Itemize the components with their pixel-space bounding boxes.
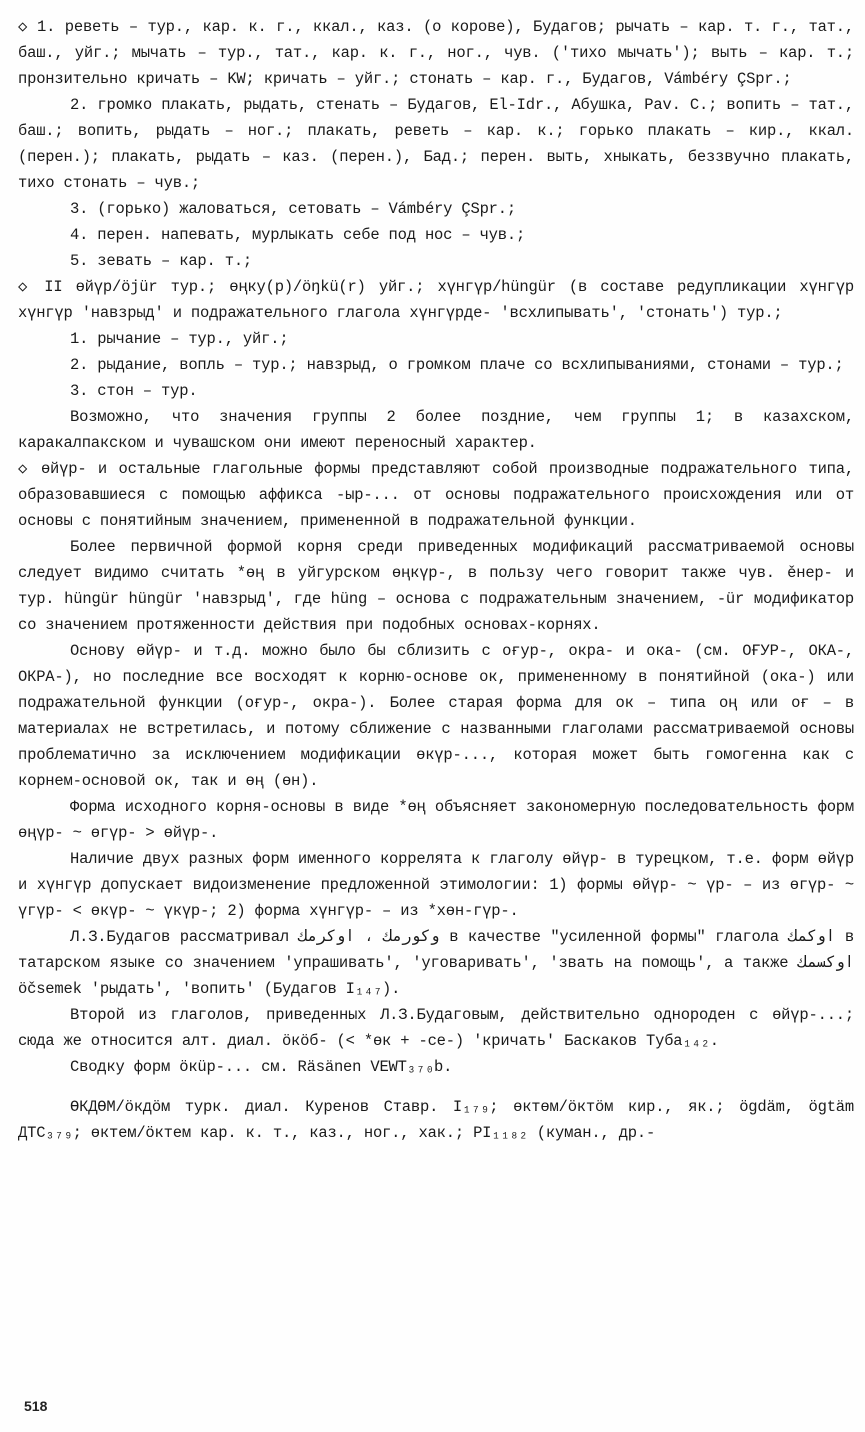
paragraph-2: 2. громко плакать, рыдать, стенать – Будагов, El-Idr., Абушка, Pav. C.; вопить – тат., баш.; вопить, рыдать – ног.; плакать, реветь – кар. к.; горько плакать – кир., ккал. (перен.); плакать, рыдать – каз. (перен.), Бад.; перен. выть, хныкать, беззвучно плакать, тихо стонать – чув.; [18,96,854,192]
text-column [18,14,854,1146]
paragraph-11: ◇ өйүр- и остальные глагольные формы представляют собой производные подражательного типа, образовавшиеся с помощью аффикса -ыр-... от основы подражательного происхождения или от основы с понятийным значением, примененной в подражательной функции. [18,460,854,530]
paragraph-1: ◇ 1. реветь – тур., кар. к. г., ккал., каз. (о корове), Будагов; рычать – кар. т. г., тат., баш., уйг.; мычать – тур., тат., кар. к. г., ног., чув. ('тихо мычать'); выть – кар. т.; пронзительно кричать – KW; кричать – уйг.; стонать – кар. г., Будагов, Vámbéry ÇSpr.; [18,18,854,88]
paragraph-12: Более первичной формой корня среди приведенных модификаций рассматриваемой основы следует видимо считать *өң в уйгурском өңкүр-, в пользу чего говорит также чув. ěнер- и тур. hüngür hüngür 'навзрыд', где hüng – основа с подражательным значением, -ür модификатор со значением протяженности действия при подобных основах-корнях. [18,538,854,634]
paragraph-9: 3. стон – тур. [70,382,198,400]
paragraph-3: 3. (горько) жаловаться, сетовать – Vámbéry ÇSpr.; [70,200,516,218]
paragraph-8: 2. рыдание, вопль – тур.; навзрыд, о громком плаче со всхлипываниями, стонами – тур.; [70,356,844,374]
paragraph-19: ӨКДӨМ/öкдöм турк. диал. Куренов Ставр. I₁₇₉; өктөм/öктöм кир., як.; ögdäm, ögtäm ДТС₃₇₉; өктем/öктем кар. к. т., каз., ног., хак.; PI₁₁₈₂ (куман., др.- [18,1098,854,1142]
paragraph-17: Второй из глаголов, приведенных Л.З.Будаговым, действительно однороден с өйүр-...; сюда же относится алт. диал. öкöб- (< *өк + -се-) 'кричать' Баскаков Туба₁₄₂. [18,1006,854,1050]
paragraph-16: Л.З.Будагов рассматривал وكورمك ، اوكرمك в качестве "усиленной формы" глагола اوكمك в татарском языке со значением 'упрашивать', 'уговаривать', 'звать на помощь', а также اوكسمك öčsemek 'рыдать', 'вопить' (Будагов I₁₄₇). [18,928,855,998]
paragraph-6: ◇ II өйүр/öjür тур.; өңку(р)/öŋkü(r) уйг.; хүнгүр/hüngür (в составе редупликации хүнгүр хүнгүр 'навзрыд' и подражательного глагола хүнгүрде- 'всхлипывать', 'стонать') тур.; [18,278,854,322]
page-number: 518 [24,1398,48,1414]
paragraph-5: 5. зевать – кар. т.; [70,252,253,270]
paragraph-15: Наличие двух разных форм именного коррелята к глаголу өйүр- в турецком, т.е. форм өйүр и хүнгүр допускает видоизменение предложенной этимологии: 1) формы өйүр- ~ үр- – из өгүр- ~ үгүр- < өкүр- ~ үкүр-; 2) форма хүнгүр- – из *хөн-гүр-. [18,850,854,920]
paragraph-gap [18,1080,854,1094]
paragraph-7: 1. рычание – тур., уйг.; [70,330,289,348]
paragraph-10: Возможно, что значения группы 2 более поздние, чем группы 1; в казахском, каракалпакском и чувашском они имеют переносный характер. [18,408,854,452]
paragraph-4: 4. перен. напевать, мурлыкать себе под нос – чув.; [70,226,526,244]
paragraph-13: Основу өйүр- и т.д. можно было бы сблизить с оғур-, окра- и ока- (см. ОҒУР-, ОКА-, ОКРА-), но последние все восходят к корню-основе ок, примененному в понятийной (ока-) или подражательной функции (оғур-, окра-). Более старая форма для ок – типа оң или оғ – в материалах не встретилась, и потому сближение с названными глаголами рассматриваемой основы проблематично за исключением модификации өкүр-..., которая может быть гомогенна как с корнем-основой ок, так и өң (өн). [18,642,854,790]
paragraph-14: Форма исходного корня-основы в виде *өң объясняет закономерную последовательность форм өңүр- ~ өгүр- > өйүр-. [18,798,854,842]
paragraph-18: Сводку форм öкüр-... см. Räsänen VEWT₃₇₀b. [70,1058,453,1076]
